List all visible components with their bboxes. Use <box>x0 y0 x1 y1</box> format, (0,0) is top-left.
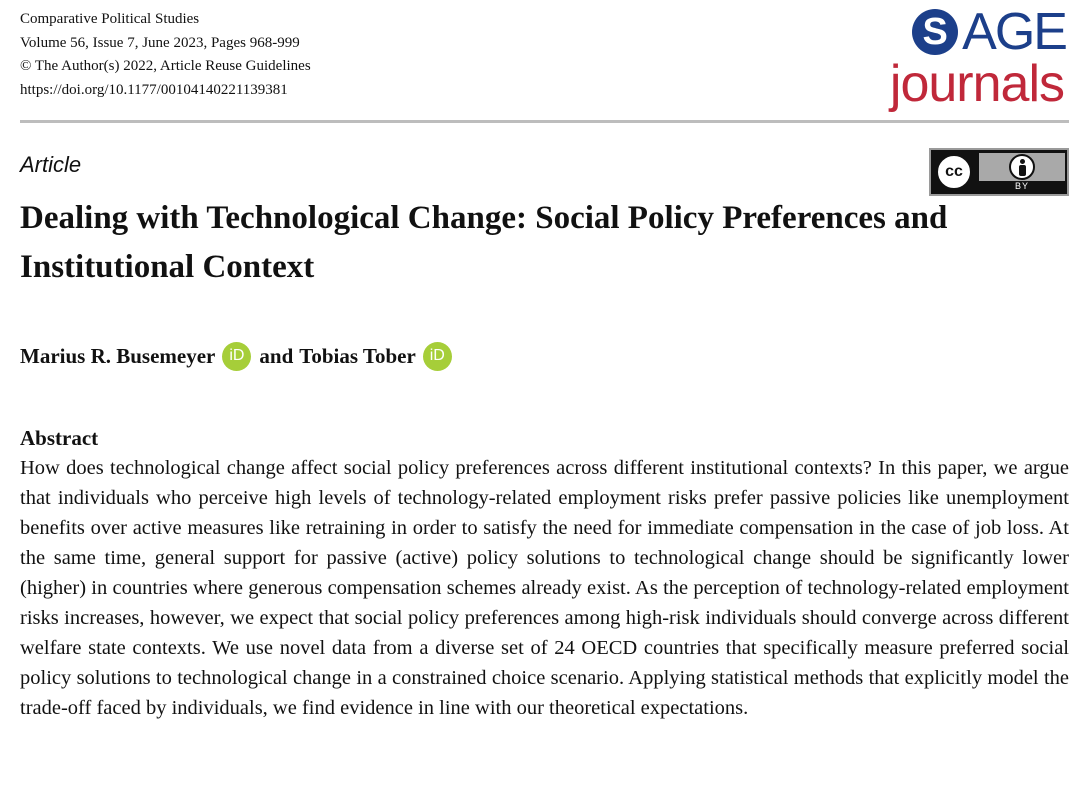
sage-journals-logo <box>886 4 1066 114</box>
article-type-label: Article <box>20 152 82 177</box>
article-title: Dealing with Technological Change: Social Policy Preferences and Institutional Context <box>20 200 948 285</box>
author-name[interactable]: Marius R. Busemeyer <box>20 344 216 368</box>
attribution-person-icon <box>1009 154 1035 180</box>
author-list <box>20 340 460 372</box>
orcid-icon[interactable]: iD <box>222 342 251 371</box>
abstract-heading: Abstract <box>20 426 99 450</box>
cc-by-license-badge[interactable] <box>929 148 1069 196</box>
journal-volume-info: Volume 56, Issue 7, June 2023, Pages 968-999 <box>20 34 300 51</box>
journal-doi[interactable]: https://doi.org/10.1177/00104140221139381 <box>20 81 288 98</box>
header-divider <box>20 120 1069 123</box>
orcid-icon[interactable]: iD <box>423 342 452 371</box>
journal-name: Comparative Political Studies <box>20 11 200 27</box>
sage-wordmark <box>912 3 1066 61</box>
journals-word: journals <box>889 55 1064 113</box>
journal-copyright: © The Author(s) 2022, Article Reuse Guidelines <box>20 58 311 74</box>
journal-meta <box>20 8 311 102</box>
cc-icon: cc <box>935 153 973 191</box>
author-name[interactable]: Tobias Tober <box>299 344 416 368</box>
author-conjunction: and <box>259 344 294 368</box>
sage-word: AGE <box>962 3 1066 61</box>
by-label: BY <box>1014 181 1029 191</box>
abstract-text: How does technological change affect social policy preferences across different institutional contexts? In this paper, we argue that individuals who perceive high levels of technology-related employment risks prefer passive policies like unemployment benefits over active measures like retraining in order to satisfy the need for immediate compensation in the case of job loss. At the same time, general support for passive (active) policy solutions to technological change should be significantly lower (higher) in countries where generous compensation schemes already exist. As the perception of technology-related employment risks increases, however, we expect that social policy preferences among high-risk individuals should converge across different welfare state contexts. We use novel data from a diverse set of 24 OECD countries that specifically measure preferred social policy solutions to technological change in a constrained choice scenario. Applying statistical methods that explicitly model the trade-off faced by individuals, we find evidence in line with our theoretical expectations. <box>20 457 1069 719</box>
sage-s-icon: S <box>912 9 958 55</box>
